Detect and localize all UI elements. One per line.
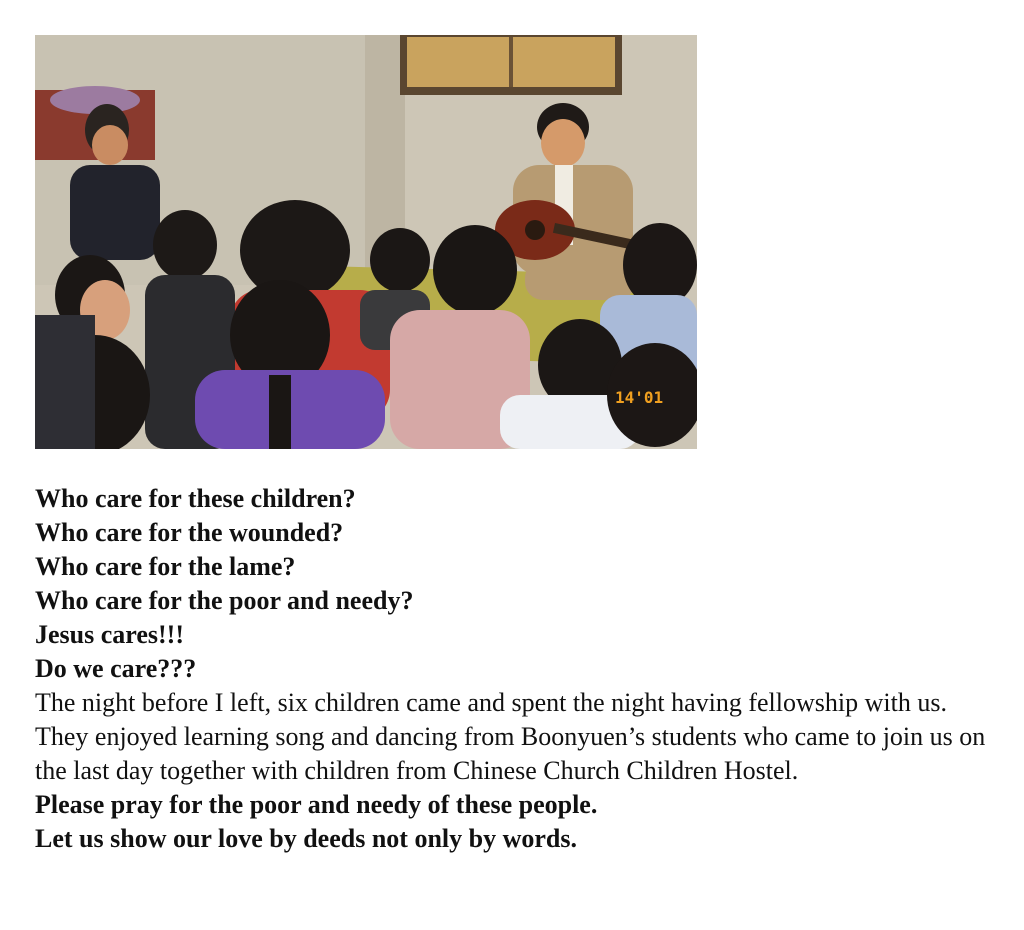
question-lame: Who care for the lame? xyxy=(35,552,296,581)
question-poor: Who care for the poor and needy? xyxy=(35,586,414,615)
story-paragraph: The night before I left, six children came and spent the night having fellowship with us. They enjoyed learning song and dancing from Boonyuen’s students who came to join us on the last day together with children from Chinese Church Children Hostel. xyxy=(35,688,986,785)
photo-illustration xyxy=(35,35,697,449)
question-wounded: Who care for the wounded? xyxy=(35,518,344,547)
love-by-deeds: Let us show our love by deeds not only by words. xyxy=(35,824,578,853)
question-children: Who care for these children? xyxy=(35,484,356,513)
do-we-care: Do we care??? xyxy=(35,654,197,683)
date-stamp: 14'01 xyxy=(615,388,664,407)
photo-children-singing xyxy=(35,35,697,449)
jesus-cares: Jesus cares!!! xyxy=(35,620,184,649)
article-text xyxy=(35,482,995,856)
prayer-request: Please pray for the poor and needy of these people. xyxy=(35,790,598,819)
